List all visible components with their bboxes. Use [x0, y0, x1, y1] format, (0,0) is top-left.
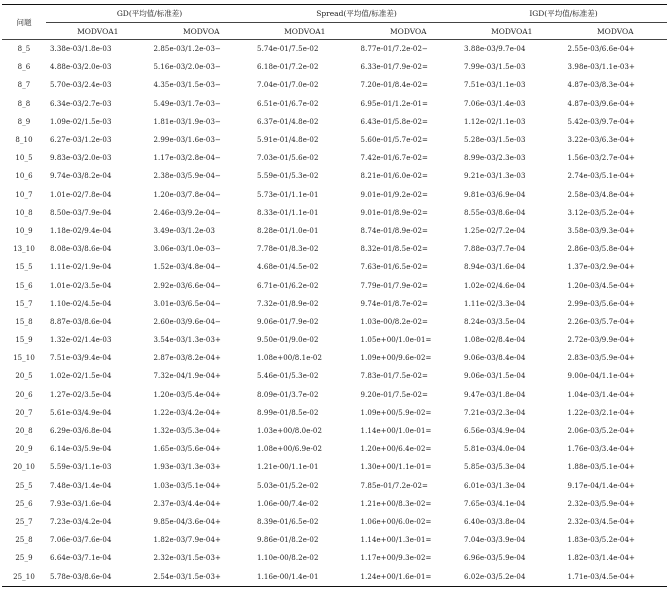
- cell-spread-modvoa1: 5.46e-01/5.3e-02: [257, 372, 319, 381]
- cell-spread-modvoa1: 8.33e-01/1.1e-01: [257, 208, 319, 217]
- cell-spread-modvoa: 1.06e+00/6.0e-02=: [360, 517, 432, 526]
- cell-igd-modvoa1: 7.99e-03/1.5e-03: [464, 63, 526, 72]
- cell-gd-modvoa1: 7.48e-03/1.4e-04: [50, 481, 112, 490]
- cell-igd-modvoa: 2.32e-03/5.9e-04+: [567, 499, 635, 508]
- cell-spread-modvoa1: 7.78e-01/8.3e-02: [257, 245, 319, 254]
- cell-spread-modvoa: 9.01e-01/9.2e-02=: [360, 190, 428, 199]
- cell-gd-modvoa: 2.87e-03/8.2e-04+: [153, 354, 221, 363]
- cell-igd-modvoa1: 9.21e-03/1.3e-03: [464, 172, 526, 181]
- header-group-gd: GD(平均值/标准差): [46, 5, 253, 23]
- cell-gd-modvoa: 2.38e-03/5.9e-04−: [153, 172, 221, 181]
- cell-gd-modvoa: 5.49e-03/1.7e-03−: [153, 99, 221, 108]
- cell-spread-modvoa: 7.42e-01/6.7e-02=: [360, 154, 428, 163]
- cell-gd-modvoa: 7.32e-04/1.9e-04+: [153, 372, 221, 381]
- cell-gd-modvoa: 2.85e-03/1.2e-03−: [153, 45, 221, 54]
- cell-gd-modvoa: 3.06e-03/1.0e-03−: [153, 245, 221, 254]
- cell-spread-modvoa: 8.21e-01/6.0e-02=: [360, 172, 428, 181]
- cell-igd-modvoa1: 9.81e-03/6.9e-04: [464, 190, 526, 199]
- cell-igd-modvoa1: 7.21e-03/2.3e-04: [464, 408, 526, 417]
- problem-cell: 20_9: [15, 445, 33, 454]
- cell-gd-modvoa1: 1.18e-02/9.4e-04: [50, 226, 112, 235]
- header-group-row: [2, 5, 667, 23]
- table-row: [2, 95, 667, 113]
- header-gd-modvoa1: MODVOA1: [46, 23, 150, 40]
- table-row: [2, 76, 667, 94]
- cell-gd-modvoa1: 6.14e-03/5.9e-04: [50, 445, 112, 454]
- cell-gd-modvoa: 2.37e-03/4.4e-04+: [153, 499, 221, 508]
- cell-gd-modvoa: 2.92e-03/6.6e-04−: [153, 281, 221, 290]
- cell-spread-modvoa1: 1.03e+00/8.0e-02: [257, 427, 323, 436]
- cell-igd-modvoa1: 1.08e-02/8.4e-04: [464, 336, 526, 345]
- cell-gd-modvoa1: 5.61e-03/4.9e-04: [50, 408, 112, 417]
- cell-spread-modvoa1: 6.71e-01/6.2e-02: [257, 281, 319, 290]
- cell-gd-modvoa: 3.54e-03/1.3e-03+: [153, 336, 221, 345]
- table-body: [2, 40, 667, 587]
- cell-igd-modvoa1: 1.25e-02/7.2e-04: [464, 226, 526, 235]
- cell-spread-modvoa: 7.20e-01/8.4e-02=: [360, 81, 428, 90]
- problem-cell: 20_7: [15, 408, 33, 417]
- table-row: [2, 58, 667, 76]
- problem-cell: 15_6: [15, 281, 33, 290]
- cell-gd-modvoa1: 5.70e-03/2.4e-03: [50, 81, 112, 90]
- cell-igd-modvoa1: 8.55e-03/8.6e-04: [464, 208, 526, 217]
- cell-igd-modvoa1: 5.28e-03/1.5e-03: [464, 136, 526, 145]
- cell-spread-modvoa: 1.20e+00/6.4e-02=: [360, 445, 432, 454]
- problem-cell: 10_5: [15, 154, 33, 163]
- cell-igd-modvoa1: 8.94e-03/1.6e-04: [464, 263, 526, 272]
- cell-igd-modvoa1: 5.81e-03/4.0e-04: [464, 445, 526, 454]
- cell-igd-modvoa1: 6.01e-03/1.3e-04: [464, 481, 526, 490]
- table-row: [2, 222, 667, 240]
- cell-gd-modvoa1: 1.10e-02/4.5e-04: [50, 299, 112, 308]
- cell-igd-modvoa: 2.99e-03/5.6e-04+: [567, 299, 635, 308]
- cell-igd-modvoa: 1.71e-03/4.5e-04+: [564, 567, 668, 586]
- problem-cell: 10_7: [15, 190, 33, 199]
- cell-gd-modvoa1: 1.01e-02/3.5e-04: [50, 281, 112, 290]
- cell-gd-modvoa: 9.85e-04/3.6e-04+: [153, 517, 221, 526]
- cell-spread-modvoa1: 5.91e-01/4.8e-02: [257, 136, 319, 145]
- problem-cell: 15_5: [15, 263, 33, 272]
- cell-spread-modvoa: 8.32e-01/8.5e-02=: [360, 245, 428, 254]
- table-row: [2, 276, 667, 294]
- cell-gd-modvoa: 2.32e-03/1.5e-03+: [153, 554, 221, 563]
- header-spread-modvoa1: MODVOA1: [253, 23, 357, 40]
- cell-igd-modvoa: 2.06e-03/5.2e-04+: [567, 427, 635, 436]
- cell-spread-modvoa: 9.20e-01/7.5e-02=: [360, 390, 428, 399]
- cell-gd-modvoa1: 6.27e-03/1.2e-03: [50, 136, 112, 145]
- cell-igd-modvoa: 4.87e-03/9.6e-04+: [567, 99, 635, 108]
- problem-cell: 25_10: [2, 567, 46, 586]
- problem-cell: 13_10: [13, 245, 35, 254]
- cell-igd-modvoa: 2.86e-03/5.8e-04+: [567, 245, 635, 254]
- cell-spread-modvoa1: 8.99e-01/8.5e-02: [257, 408, 319, 417]
- cell-igd-modvoa1: 7.51e-03/1.1e-03: [464, 81, 526, 90]
- problem-cell: 8_9: [17, 117, 31, 126]
- cell-gd-modvoa: 1.82e-03/7.9e-04+: [153, 536, 221, 545]
- cell-spread-modvoa: 1.09e+00/5.9e-02=: [360, 408, 432, 417]
- cell-gd-modvoa1: 1.32e-02/1.4e-03: [50, 336, 112, 345]
- cell-igd-modvoa: 1.20e-03/4.5e-04+: [567, 281, 635, 290]
- cell-spread-modvoa1: 7.04e-01/7.0e-02: [257, 81, 319, 90]
- cell-igd-modvoa1: 7.04e-03/3.9e-04: [464, 536, 526, 545]
- table-row: [2, 240, 667, 258]
- cell-gd-modvoa: 4.35e-03/1.5e-03−: [153, 81, 221, 90]
- cell-igd-modvoa: 3.22e-03/6.3e-04+: [567, 136, 635, 145]
- cell-gd-modvoa1: 6.64e-03/7.1e-04: [50, 554, 112, 563]
- table-row: [2, 495, 667, 513]
- cell-gd-modvoa1: 1.01e-02/7.8e-04: [50, 190, 112, 199]
- cell-gd-modvoa: 1.17e-03/2.8e-04−: [153, 154, 221, 163]
- cell-igd-modvoa: 2.55e-03/6.6e-04+: [567, 45, 635, 54]
- table-row: [2, 186, 667, 204]
- cell-gd-modvoa1: 7.23e-03/4.2e-04: [50, 517, 112, 526]
- cell-spread-modvoa1: 9.86e-01/8.2e-02: [257, 536, 319, 545]
- results-table: [2, 4, 667, 587]
- problem-cell: 8_7: [17, 81, 31, 90]
- cell-spread-modvoa1: 6.51e-01/6.7e-02: [257, 99, 319, 108]
- cell-igd-modvoa1: 8.99e-03/2.3e-03: [464, 154, 526, 163]
- problem-cell: 8_10: [15, 136, 33, 145]
- cell-gd-modvoa1: 5.59e-03/1.1e-03: [50, 463, 112, 472]
- cell-gd-modvoa: 2.99e-03/1.6e-03−: [153, 136, 221, 145]
- cell-igd-modvoa: 4.87e-03/8.3e-04+: [567, 81, 635, 90]
- cell-gd-modvoa: 1.32e-03/5.3e-04+: [153, 427, 221, 436]
- cell-igd-modvoa1: 6.96e-03/5.9e-04: [464, 554, 526, 563]
- cell-spread-modvoa: 1.17e+00/9.3e-02=: [360, 554, 432, 563]
- table-row: [2, 477, 667, 495]
- problem-cell: 25_7: [15, 517, 33, 526]
- cell-igd-modvoa1: 1.12e-02/1.1e-03: [464, 117, 526, 126]
- table-row: [2, 131, 667, 149]
- cell-gd-modvoa1: 1.27e-02/3.5e-04: [50, 390, 112, 399]
- cell-spread-modvoa: 9.01e-01/8.9e-02=: [360, 208, 428, 217]
- cell-spread-modvoa: 8.77e-01/7.2e-02−: [360, 45, 428, 54]
- table-row: [2, 531, 667, 549]
- cell-gd-modvoa: 1.93e-03/1.3e-03+: [153, 463, 221, 472]
- problem-cell: 8_6: [17, 63, 31, 72]
- cell-gd-modvoa: 1.20e-03/7.8e-04−: [153, 190, 221, 199]
- cell-igd-modvoa: 2.74e-03/5.1e-04+: [567, 172, 635, 181]
- cell-gd-modvoa: 1.52e-03/4.8e-04−: [153, 263, 221, 272]
- cell-gd-modvoa1: 9.83e-03/2.0e-03: [50, 154, 112, 163]
- cell-igd-modvoa: 2.72e-03/9.9e-04+: [567, 336, 635, 345]
- cell-spread-modvoa1: 6.18e-01/7.2e-02: [257, 63, 319, 72]
- cell-spread-modvoa: 7.83e-01/7.5e-02=: [360, 372, 428, 381]
- problem-cell: 20_10: [13, 463, 35, 472]
- cell-igd-modvoa: 3.58e-03/9.3e-04+: [567, 226, 635, 235]
- problem-cell: 10_6: [15, 172, 33, 181]
- cell-spread-modvoa1: 1.10e-00/8.2e-02: [257, 554, 319, 563]
- cell-gd-modvoa: 3.01e-03/6.5e-04−: [153, 299, 221, 308]
- problem-cell: 20_6: [15, 390, 33, 399]
- table-row: [2, 458, 667, 476]
- cell-spread-modvoa: 1.03e-00/8.2e-02=: [360, 317, 428, 326]
- cell-gd-modvoa1: 9.74e-03/8.2e-04: [50, 172, 112, 181]
- cell-gd-modvoa1: 1.11e-02/1.9e-04: [50, 263, 112, 272]
- header-group-igd: IGD(平均值/标准差): [460, 5, 667, 23]
- cell-igd-modvoa: 1.76e-03/3.4e-04+: [567, 445, 635, 454]
- problem-cell: 8_8: [17, 99, 31, 108]
- cell-igd-modvoa: 2.83e-03/5.9e-04+: [567, 354, 635, 363]
- problem-cell: 25_8: [15, 536, 33, 545]
- table-row: [2, 149, 667, 167]
- cell-spread-modvoa1: 5.74e-01/7.5e-02: [257, 45, 319, 54]
- cell-spread-modvoa1: 1.06e-00/7.4e-02: [257, 499, 319, 508]
- header-problem: 问题: [2, 5, 46, 40]
- cell-igd-modvoa1: 9.06e-03/1.5e-04: [464, 372, 526, 381]
- cell-spread-modvoa: 9.74e-01/8.7e-02=: [360, 299, 428, 308]
- problem-cell: 25_5: [15, 481, 33, 490]
- problem-cell: 8_5: [17, 45, 31, 54]
- cell-igd-modvoa1: 7.88e-03/7.7e-04: [464, 245, 526, 254]
- cell-gd-modvoa: 2.60e-03/9.6e-04−: [153, 317, 221, 326]
- cell-igd-modvoa: 1.82e-03/1.4e-04+: [567, 554, 635, 563]
- header-igd-modvoa1: MODVOA1: [460, 23, 564, 40]
- table-row: [2, 440, 667, 458]
- cell-spread-modvoa1: 8.09e-01/3.7e-02: [257, 390, 319, 399]
- cell-gd-modvoa: 1.81e-03/1.9e-03−: [153, 117, 221, 126]
- cell-gd-modvoa: 5.16e-03/2.0e-03−: [153, 63, 221, 72]
- cell-spread-modvoa: 6.95e-01/1.2e-01=: [360, 99, 428, 108]
- header-igd-modvoa: MODVOA: [564, 23, 668, 40]
- cell-spread-modvoa: 5.60e-01/5.7e-02=: [360, 136, 428, 145]
- cell-spread-modvoa1: 5.59e-01/5.3e-02: [257, 172, 319, 181]
- cell-spread-modvoa: 7.63e-01/6.5e-02=: [360, 263, 428, 272]
- cell-spread-modvoa1: 4.68e-01/4.5e-02: [257, 263, 319, 272]
- cell-igd-modvoa: 3.12e-03/5.2e-04+: [567, 208, 635, 217]
- cell-gd-modvoa: 3.49e-03/1.2e-03: [153, 226, 216, 235]
- cell-igd-modvoa1: 6.02e-03/5.2e-04: [460, 567, 564, 586]
- cell-spread-modvoa1: 9.06e-01/7.9e-02: [257, 317, 319, 326]
- cell-gd-modvoa: 1.65e-03/5.6e-04+: [153, 445, 221, 454]
- cell-spread-modvoa1: 6.37e-01/4.8e-02: [257, 117, 319, 126]
- table-row: [2, 367, 667, 385]
- cell-spread-modvoa1: 5.03e-01/5.2e-02: [257, 481, 319, 490]
- cell-spread-modvoa1: 8.39e-01/6.5e-02: [257, 517, 319, 526]
- cell-gd-modvoa: 2.54e-03/1.5e-03+: [150, 567, 254, 586]
- problem-cell: 15_7: [15, 299, 33, 308]
- table-row: [2, 313, 667, 331]
- cell-igd-modvoa1: 6.56e-03/4.9e-04: [464, 427, 526, 436]
- cell-spread-modvoa1: 1.16e-00/1.4e-01: [253, 567, 357, 586]
- cell-gd-modvoa: 1.03e-03/5.1e-04+: [153, 481, 221, 490]
- problem-cell: 10_9: [15, 226, 33, 235]
- cell-spread-modvoa1: 1.08e+00/6.9e-02: [257, 445, 323, 454]
- cell-igd-modvoa: 1.22e-03/2.1e-04+: [567, 408, 635, 417]
- table-row: [2, 258, 667, 276]
- table-row: [2, 204, 667, 222]
- table-row: [2, 295, 667, 313]
- cell-igd-modvoa: 3.98e-03/1.1e-03+: [567, 63, 635, 72]
- table-row: [2, 386, 667, 404]
- cell-spread-modvoa1: 7.32e-01/8.9e-02: [257, 299, 319, 308]
- problem-cell: 15_9: [15, 336, 33, 345]
- cell-spread-modvoa1: 1.21e-00/1.1e-01: [257, 463, 319, 472]
- cell-gd-modvoa: 1.22e-03/4.2e-04+: [153, 408, 221, 417]
- cell-igd-modvoa1: 6.40e-03/3.8e-04: [464, 517, 526, 526]
- table-row: [2, 513, 667, 531]
- cell-igd-modvoa: 1.37e-03/2.9e-04+: [567, 263, 635, 272]
- problem-cell: 25_9: [15, 554, 33, 563]
- cell-gd-modvoa1: 8.87e-03/8.6e-04: [50, 317, 112, 326]
- cell-spread-modvoa: 7.79e-01/7.9e-02=: [360, 281, 428, 290]
- cell-igd-modvoa: 1.88e-03/5.1e-04+: [567, 463, 635, 472]
- cell-gd-modvoa1: 8.08e-03/8.6e-04: [50, 245, 112, 254]
- cell-spread-modvoa: 1.14e+00/1.0e-01=: [360, 427, 432, 436]
- table-row: [2, 549, 667, 567]
- cell-spread-modvoa1: 8.28e-01/1.0e-01: [257, 226, 319, 235]
- cell-igd-modvoa1: 7.06e-03/1.4e-03: [464, 99, 526, 108]
- cell-igd-modvoa1: 9.47e-03/1.8e-04: [464, 390, 526, 399]
- cell-gd-modvoa1: 1.09e-02/1.5e-03: [50, 117, 112, 126]
- cell-gd-modvoa: 1.20e-03/5.4e-04+: [153, 390, 221, 399]
- problem-cell: 25_6: [15, 499, 33, 508]
- cell-spread-modvoa: 1.24e+00/1.6e-01=: [357, 567, 461, 586]
- cell-igd-modvoa1: 1.02e-02/4.6e-04: [464, 281, 526, 290]
- cell-spread-modvoa1: 1.08e+00/8.1e-02: [257, 354, 323, 363]
- header-spread-modvoa: MODVOA: [357, 23, 461, 40]
- cell-igd-modvoa: 9.00e-04/1.1e-04+: [567, 372, 635, 381]
- problem-cell: 10_8: [15, 208, 33, 217]
- problem-cell: 20_8: [15, 427, 33, 436]
- problem-cell: 15_10: [13, 354, 35, 363]
- header-sub-row: [2, 23, 667, 40]
- cell-igd-modvoa: 1.04e-03/1.4e-04+: [567, 390, 635, 399]
- cell-spread-modvoa: 7.85e-01/7.2e-02=: [360, 481, 428, 490]
- cell-spread-modvoa: 8.74e-01/8.9e-02=: [360, 226, 428, 235]
- cell-igd-modvoa1: 9.06e-03/8.4e-04: [464, 354, 526, 363]
- table-row: [2, 331, 667, 349]
- cell-gd-modvoa1: 1.02e-02/1.5e-04: [50, 372, 112, 381]
- problem-cell: 15_8: [15, 317, 33, 326]
- header-gd-modvoa: MODVOA: [150, 23, 254, 40]
- cell-spread-modvoa: 1.30e+00/1.1e-01=: [360, 463, 432, 472]
- cell-igd-modvoa: 2.26e-03/5.7e-04+: [567, 317, 635, 326]
- table-row: [2, 422, 667, 440]
- cell-igd-modvoa1: 5.85e-03/5.3e-04: [464, 463, 526, 472]
- cell-spread-modvoa: 1.21e+00/8.3e-02=: [360, 499, 432, 508]
- table-row: [2, 40, 667, 59]
- cell-gd-modvoa: 2.46e-03/9.2e-04−: [153, 208, 221, 217]
- cell-igd-modvoa: 5.42e-03/9.7e-04+: [567, 117, 635, 126]
- cell-spread-modvoa1: 5.73e-01/1.1e-01: [257, 190, 319, 199]
- cell-spread-modvoa: 6.33e-01/7.9e-02=: [360, 63, 428, 72]
- cell-gd-modvoa1: 3.38e-03/1.8e-03: [50, 45, 112, 54]
- cell-gd-modvoa1: 7.06e-03/7.6e-04: [50, 536, 112, 545]
- table-row: [2, 567, 667, 586]
- cell-igd-modvoa1: 8.24e-03/3.5e-04: [464, 317, 526, 326]
- cell-spread-modvoa1: 9.50e-01/9.0e-02: [257, 336, 319, 345]
- cell-gd-modvoa1: 8.50e-03/7.9e-04: [50, 208, 112, 217]
- table-row: [2, 404, 667, 422]
- cell-gd-modvoa1: 6.29e-03/6.8e-04: [50, 427, 112, 436]
- cell-spread-modvoa1: 7.03e-01/5.6e-02: [257, 154, 319, 163]
- cell-igd-modvoa: 2.32e-03/4.5e-04+: [567, 517, 635, 526]
- cell-igd-modvoa1: 1.11e-02/3.3e-04: [464, 299, 526, 308]
- cell-spread-modvoa: 1.05e+00/1.0e-01=: [360, 336, 432, 345]
- table-row: [2, 349, 667, 367]
- cell-gd-modvoa1: 5.78e-03/8.6e-04: [46, 567, 150, 586]
- cell-gd-modvoa1: 6.34e-03/2.7e-03: [50, 99, 112, 108]
- table-row: [2, 113, 667, 131]
- table-row: [2, 167, 667, 185]
- cell-gd-modvoa1: 7.93e-03/1.6e-04: [50, 499, 112, 508]
- cell-igd-modvoa1: 3.88e-03/9.7e-04: [464, 45, 526, 54]
- problem-cell: 20_5: [15, 372, 33, 381]
- cell-spread-modvoa: 6.43e-01/5.8e-02=: [360, 117, 428, 126]
- header-group-spread: Spread(平均值/标准差): [253, 5, 460, 23]
- cell-spread-modvoa: 1.09e+00/9.6e-02=: [360, 354, 432, 363]
- cell-igd-modvoa1: 7.65e-03/4.1e-04: [464, 499, 526, 508]
- cell-gd-modvoa1: 7.51e-03/9.4e-04: [50, 354, 112, 363]
- cell-igd-modvoa: 9.17e-04/1.4e-04+: [567, 481, 635, 490]
- cell-igd-modvoa: 1.56e-03/2.7e-04+: [567, 154, 635, 163]
- cell-igd-modvoa: 1.83e-03/5.2e-04+: [567, 536, 635, 545]
- cell-gd-modvoa1: 4.88e-03/2.0e-03: [50, 63, 112, 72]
- cell-igd-modvoa: 2.58e-03/4.8e-04+: [567, 190, 635, 199]
- cell-spread-modvoa: 1.14e+00/1.3e-01=: [360, 536, 432, 545]
